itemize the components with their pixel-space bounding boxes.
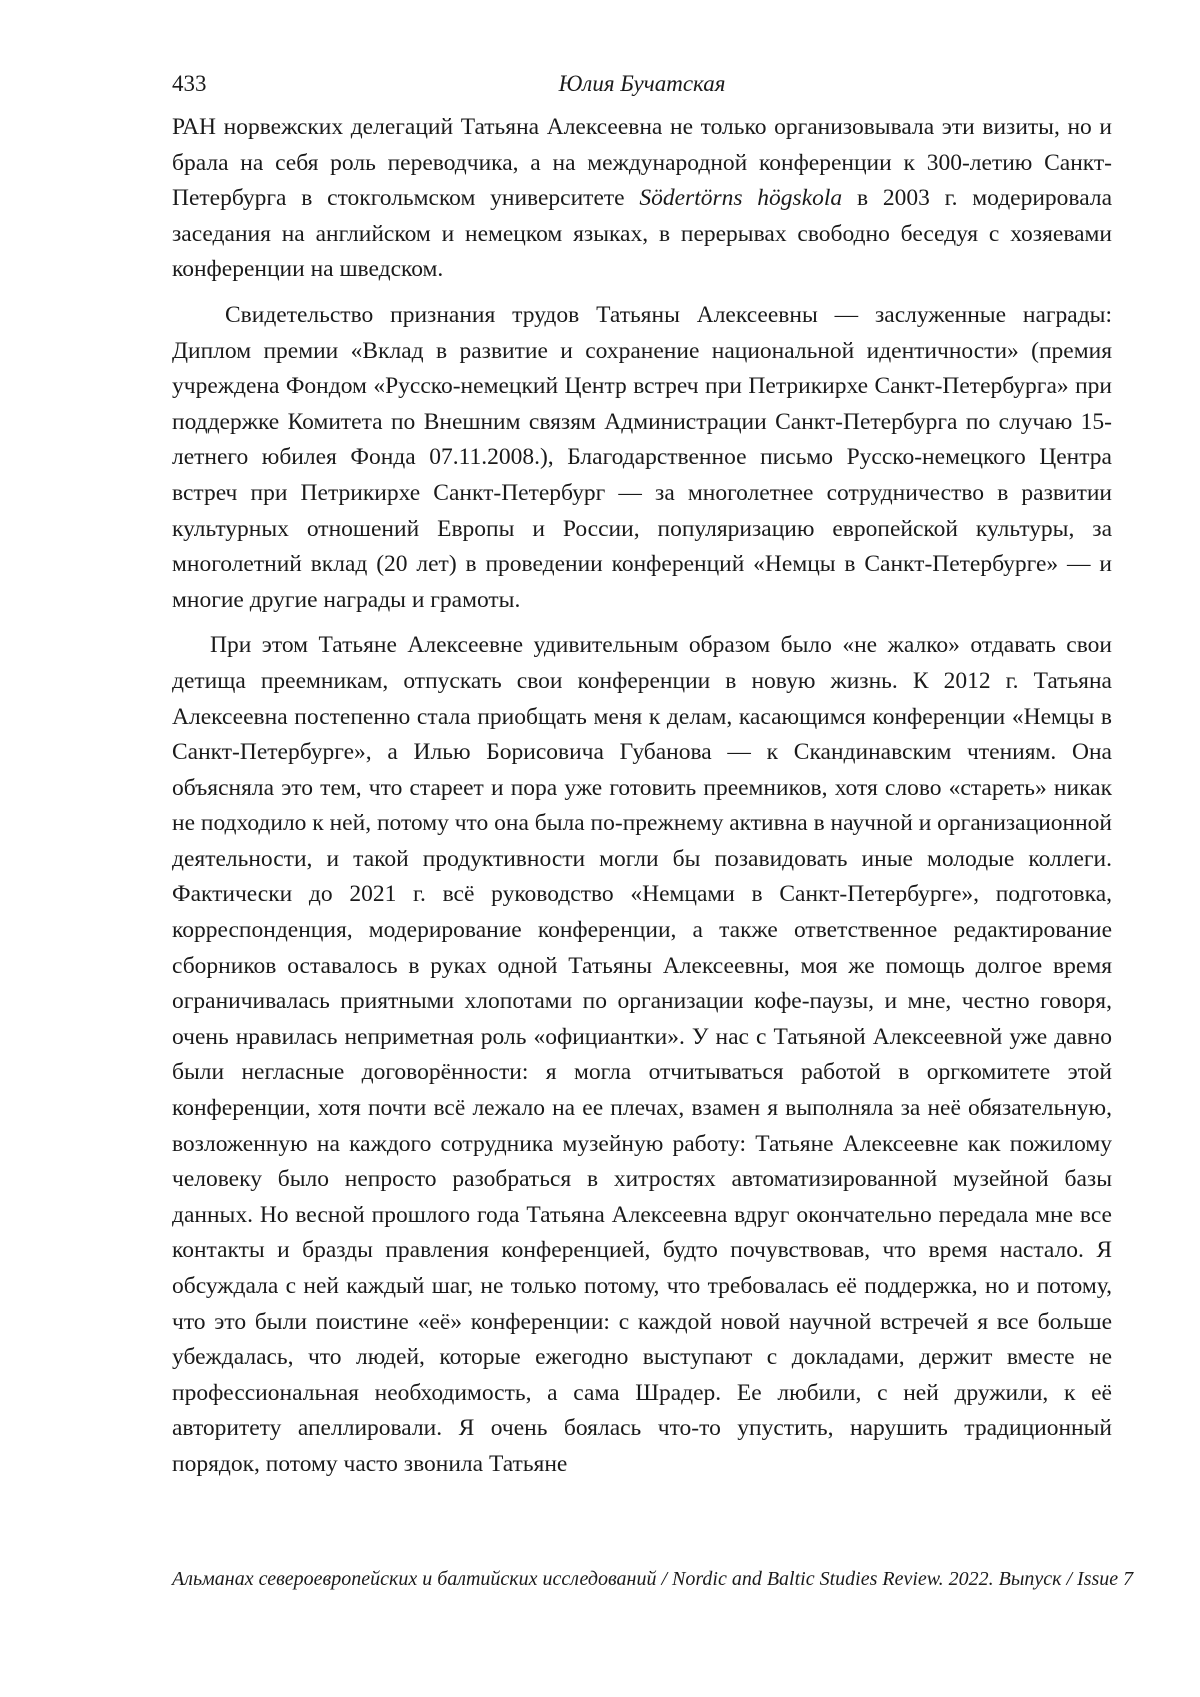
paragraph-1-text-start: РАН норвежских делегаций Татьяна Алексеевна не только организовывала эти визиты, но и брала на себя роль переводчика, а на международной конференции к 300-летию Санкт-Петербурга в стокгольмском университете [172,114,1112,212]
page-number: 433 [172,71,207,96]
running-head-author: Юлия Бучатская [558,71,726,96]
paragraph-1-text-end: в 2003 г. модерировала заседания на английском и немецком языках, в перерывах свободно беседуя с хозяевами конференции на шведском. [172,185,1113,283]
paragraph-2: Свидетельство признания трудов Татьяны Алексеевны — заслуженные награды: Диплом премии «Вклад в развитие и сохранение национальной идентичности» (премия учреждена Фондом «Русско-немецкий Центр встреч при Петрикирхе Санкт-Петербурга» при поддержке Комитета по Внешним связям Администрации Санкт-Петербурга по случаю 15-летнего юбилея Фонда 07.11.2008.), Благодарственное письмо Русско-немецкого Центра встреч при Петрикирхе Санкт-Петербург — за многолетнее сотрудничество в развитии культурных отношений Европы и России, популяризацию европейской культуры, за многолетний вклад (20 лет) в проведении конференций «Немцы в Санкт-Петербурге» — и многие другие награды и грамоты. [172,301,1112,613]
paragraph-3: При этом Татьяне Алексеевне удивительным образом было «не жалко» отдавать свои детища преемникам, отпускать свои конференции в новую жизнь. К 2012 г. Татьяна Алексеевна постепенно стала приобщать меня к делам, касающимся конференции «Немцы в Санкт-Петербурге», а Илью Борисовича Губанова — к Скандинавским чтениям. Она объясняла это тем, что стареет и пора уже готовить преемников, хотя слово «стареть» никак не подходило к ней, потому что она была по-прежнему активна в научной и организационной деятельности, и такой продуктивности могли бы позавидовать иные молодые коллеги. Фактически до 2021 г. всё руководство «Немцами в Санкт-Петербурге», подготовка, корреспонденция, модерирование конференции, а также ответственное редактирование сборников оставалось в руках одной Татьяны Алексеевны, моя же помощь долгое время ограничивалась приятными хлопотами по организации кофе-паузы, и мне, честно говоря, очень нравилась неприметная роль «официантки». У нас с Татьяной Алексеевной уже давно были негласные договорённости: я могла отчитываться работой в оргкомитете этой конференции, хотя почти всё лежало на ее плечах, взамен я выполняла за неё обязательную, возложенную на каждого сотрудника музейную работу: Татьяне Алексеевне как пожилому человеку было непросто разобраться в хитростях автоматизированной музейной базы данных. Но весной прошлого года Татьяна Алексеевна вдруг окончательно передала мне все контакты и бразды правления конференцией, будто почувствовав, что время настало. Я обсуждала с ней каждый шаг, не только потому, что требовалась её поддержка, но и потому, что это были поистине «её» конференции: с каждой новой научной встречей я все больше убеждалась, что людей, которые ежегодно выступают с докладами, держит вместе не профессиональная необходимость, а сама Шрадер. Ее любили, с ней дружили, к её авторитету апеллировали. Я очень боялась что-то упустить, нарушить традиционный порядок, потому часто звонила Татьяне [172,632,1112,1477]
university-name-italic: Södertörns högskola [639,185,843,212]
article-body [172,110,1112,1493]
page-header [172,68,1112,100]
journal-footer: Альманах североевропейских и балтийских исследований / Nordic and Baltic Studies Review. 2022. Выпуск / Issue 7 [172,1568,1134,1590]
paragraph-1 [172,110,1112,288]
